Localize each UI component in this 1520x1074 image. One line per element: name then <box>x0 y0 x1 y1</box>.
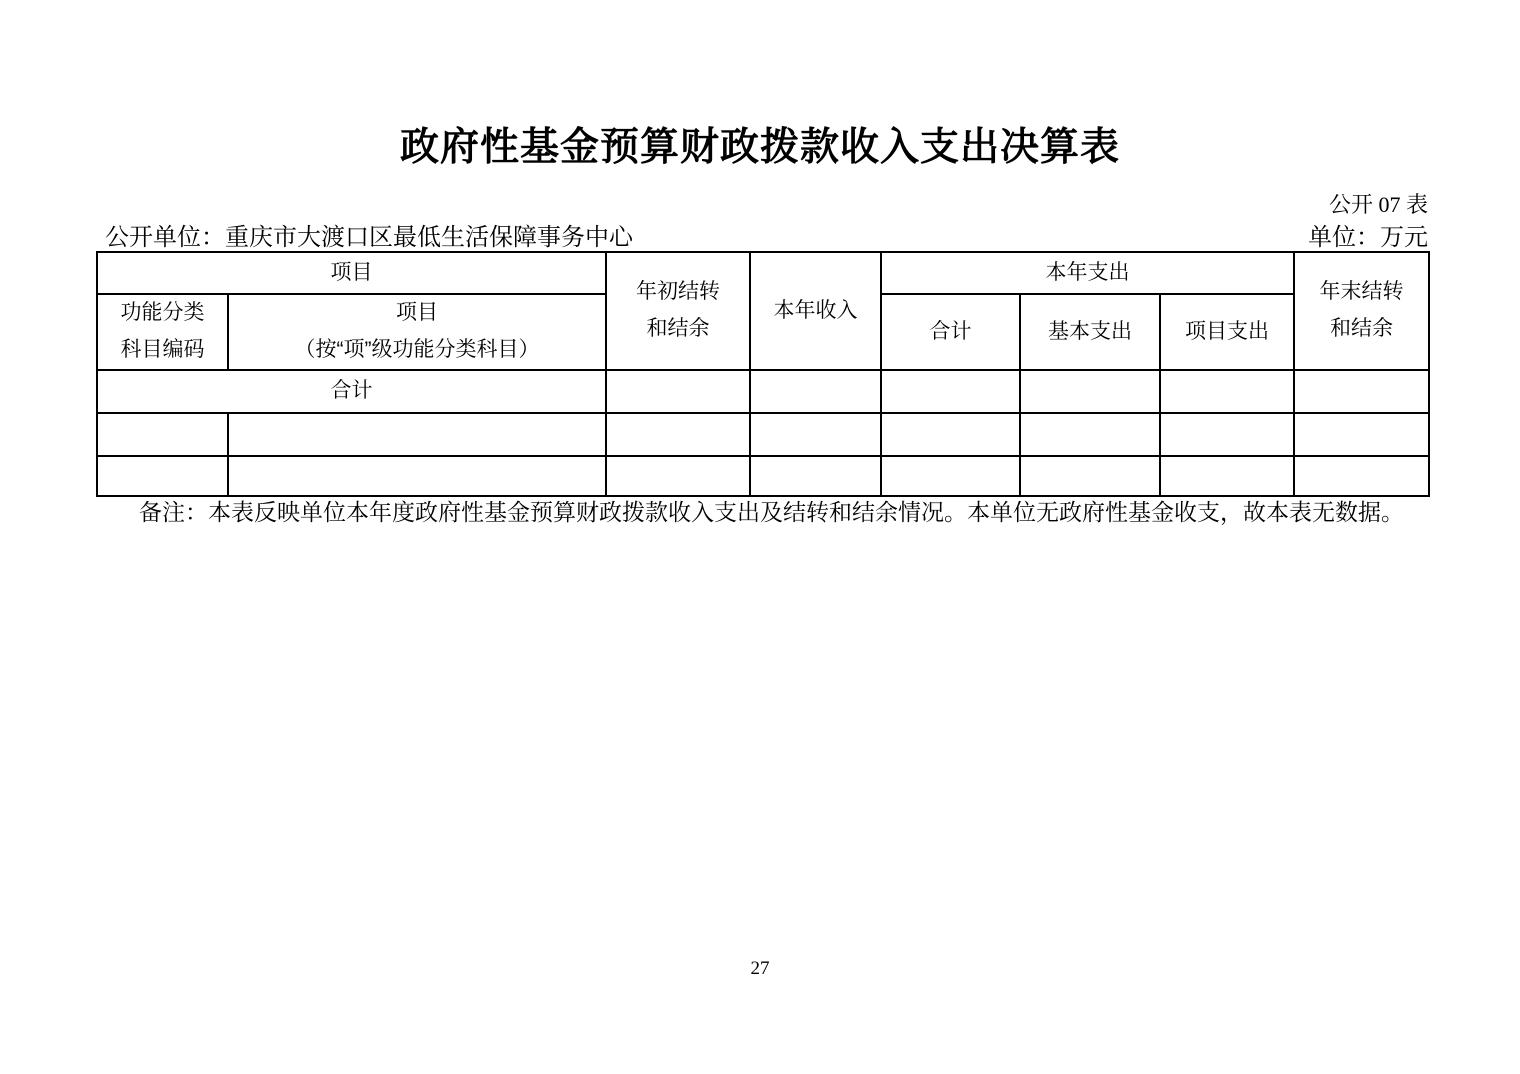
header-current-income: 本年收入 <box>750 252 881 370</box>
header-begin-balance-line2: 和结余 <box>646 316 710 340</box>
header-end-balance <box>1294 252 1429 370</box>
header-item-group: 项目 <box>97 252 606 294</box>
header-exp-total: 合计 <box>881 294 1020 370</box>
header-func-class-line2: 科目编码 <box>120 337 205 361</box>
header-end-balance-line1: 年末结转 <box>1319 280 1404 303</box>
header-row-1 <box>97 252 1429 294</box>
header-begin-balance <box>606 252 750 370</box>
header-end-balance-line2: 和结余 <box>1330 316 1393 340</box>
empty-cell <box>228 413 606 456</box>
empty-cell <box>1294 413 1429 456</box>
table-code-label: 公开 07 表 <box>1328 192 1428 217</box>
header-current-expenditure: 本年支出 <box>881 252 1294 294</box>
total-exp-basic-cell <box>1020 370 1160 413</box>
total-row-label: 合计 <box>97 370 606 413</box>
table-row <box>97 456 1429 496</box>
header-begin-balance-line1: 年初结转 <box>636 280 720 303</box>
table-meta-row <box>96 217 1428 252</box>
empty-cell <box>606 456 750 496</box>
total-row <box>97 370 1429 413</box>
header-item-detail <box>228 294 606 370</box>
empty-cell <box>1294 456 1429 496</box>
publisher-label: 公开单位：重庆市大渡口区最低生活保障事务中心 <box>105 225 633 251</box>
footnote: 备注：本表反映单位本年度政府性基金预算财政拨款收入支出及结转和结余情况。本单位无政府性基金收支，故本表无数据。 <box>139 500 1404 525</box>
empty-cell <box>1160 413 1294 456</box>
empty-cell <box>97 456 228 496</box>
total-income-cell <box>750 370 881 413</box>
fiscal-table <box>96 251 1430 497</box>
header-item-detail-line2: （按“项”级功能分类科目） <box>294 337 540 361</box>
empty-cell <box>1020 413 1160 456</box>
header-exp-project: 项目支出 <box>1160 294 1294 370</box>
empty-cell <box>750 456 881 496</box>
empty-cell <box>228 456 606 496</box>
empty-cell <box>750 413 881 456</box>
header-func-class-code <box>97 294 228 370</box>
total-exp-total-cell <box>881 370 1020 413</box>
empty-cell <box>881 413 1020 456</box>
header-func-class-line1: 功能分类 <box>120 301 205 324</box>
header-item-detail-line1: 项目 <box>396 301 438 324</box>
empty-cell <box>97 413 228 456</box>
total-begin-balance-cell <box>606 370 750 413</box>
page-number: 27 <box>750 958 770 979</box>
total-exp-project-cell <box>1160 370 1294 413</box>
empty-cell <box>606 413 750 456</box>
table-row <box>97 413 1429 456</box>
empty-cell <box>881 456 1020 496</box>
empty-cell <box>1160 456 1294 496</box>
empty-cell <box>1020 456 1160 496</box>
header-exp-basic: 基本支出 <box>1020 294 1160 370</box>
total-end-balance-cell <box>1294 370 1429 413</box>
page-title: 政府性基金预算财政拨款收入支出决算表 <box>399 126 1120 169</box>
unit-label: 单位：万元 <box>1308 225 1428 251</box>
